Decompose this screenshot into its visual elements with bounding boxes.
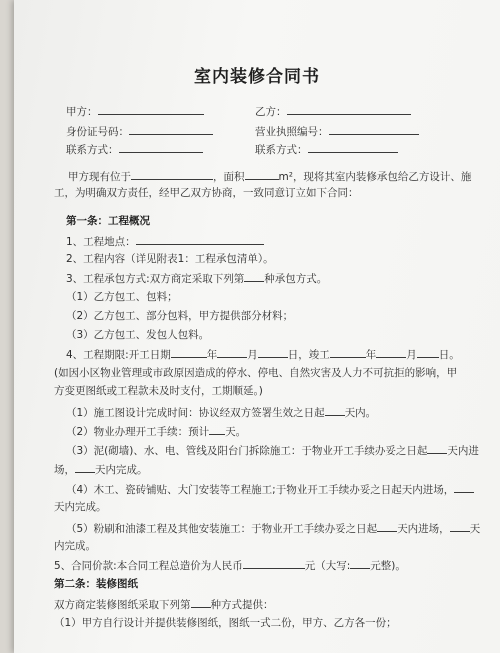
license-number-row: 营业执照编号： <box>255 123 419 139</box>
masonry-done-blank[interactable] <box>75 461 95 473</box>
schedule-4-line-1: （4）木工、瓷砖铺贴、大门安装等工程施工;于物业开工手续办妥之日起天内进场， <box>66 481 474 497</box>
clause-3: 3、工程承包方式:双方商定采取下列第 种承包方式。 <box>66 270 327 286</box>
end-year-blank[interactable] <box>330 346 366 358</box>
schedule-3-line-1: （3）泥(砌墙)、水、电、管线及阳台门拆除施工：于物业开工手续办妥之日起 天内进 <box>66 442 479 458</box>
party-a-blank[interactable] <box>98 103 204 115</box>
method-2: （2）乙方包工、部分包料，甲方提供部分材料； <box>66 310 294 322</box>
method-blank[interactable] <box>244 270 264 282</box>
carpentry-done-blank[interactable] <box>454 481 474 493</box>
end-month-blank[interactable] <box>376 346 406 358</box>
clause-2: 2、工程内容（详见附表1：工程承包清单）。 <box>66 253 274 265</box>
schedule-5-line-2: 内完成。 <box>54 540 96 552</box>
clause-5: 5、合同价款:本合同工程总造价为人民币 元（大写: 元整)。 <box>54 557 406 573</box>
party-b-blank[interactable] <box>287 103 411 115</box>
contact-a-blank[interactable] <box>119 141 203 153</box>
party-b-row: 乙方： <box>255 103 411 119</box>
painting-done-blank[interactable] <box>450 520 470 532</box>
intro-line-1: 甲方现有位于 ，面积 m²，现将其室内装修承包给乙方设计、施 <box>68 168 471 184</box>
start-month-blank[interactable] <box>217 346 247 358</box>
drawing-method-blank[interactable] <box>191 596 211 608</box>
clause-1: 1、工程地点： <box>66 233 264 249</box>
contact-a-row: 联系方式： <box>66 141 203 157</box>
schedule-2: （2）物业办理开工手续：预计 天。 <box>66 423 246 439</box>
document-page <box>14 0 500 653</box>
contact-b-row: 联系方式： <box>255 141 398 157</box>
license-number-blank[interactable] <box>329 123 419 135</box>
delay-note-1: (如因小区物业管理或市政原因造成的停水、停电、自然灾害及人力不可抗拒的影响，甲 <box>54 367 458 379</box>
article-2-heading: 第二条：装修图纸 <box>54 578 138 590</box>
location-blank[interactable] <box>131 168 213 180</box>
id-number-blank[interactable] <box>129 123 213 135</box>
masonry-entry-blank[interactable] <box>427 442 447 454</box>
contact-b-blank[interactable] <box>308 141 398 153</box>
drawing-method-line: 双方商定装修图纸采取下列第 种方式提供： <box>54 596 274 612</box>
start-year-blank[interactable] <box>171 346 207 358</box>
intro-line-2: 工，为明确双方责任，经甲乙双方协商，一致同意订立如下合同： <box>54 187 359 199</box>
end-day-blank[interactable] <box>417 346 439 358</box>
party-a-row: 甲方： <box>66 103 204 119</box>
site-blank[interactable] <box>136 233 264 245</box>
schedule-5-line-1: （5）粉刷和油漆工程及其他安装施工：于物业开工手续办妥之日起 天内进场， 天 <box>66 520 480 536</box>
price-blank[interactable] <box>243 557 305 569</box>
clause-4: 4、工程期限:开工日期 年 月 日，竣工 年 月 日。 <box>66 346 460 362</box>
painting-entry-blank[interactable] <box>377 520 397 532</box>
page-title: 室内装修合同书 <box>194 67 320 87</box>
delay-note-2: 方变更图纸或工程款未及时支付，工期顺延。) <box>54 385 263 397</box>
schedule-4-line-2: 天内完成。 <box>54 501 107 513</box>
drawing-option-1: （1）甲方自行设计并提供装修图纸，图纸一式二份，甲方、乙方各一份； <box>54 617 397 629</box>
design-days-blank[interactable] <box>325 404 345 416</box>
start-day-blank[interactable] <box>258 346 288 358</box>
article-1-heading: 第一条：工程概况 <box>66 215 150 227</box>
id-number-row: 身份证号码： <box>66 123 213 139</box>
area-blank[interactable] <box>245 168 279 180</box>
schedule-1: （1）施工图设计完成时间：协议经双方签署生效之日起 天内。 <box>66 404 376 420</box>
schedule-3-line-2: 场， 天内完成。 <box>54 461 148 477</box>
price-words-blank[interactable] <box>350 557 370 569</box>
method-3: （3）乙方包工、发包人包料。 <box>66 329 210 341</box>
method-1: （1）乙方包工、包料； <box>66 291 178 303</box>
permit-days-blank[interactable] <box>209 423 225 435</box>
